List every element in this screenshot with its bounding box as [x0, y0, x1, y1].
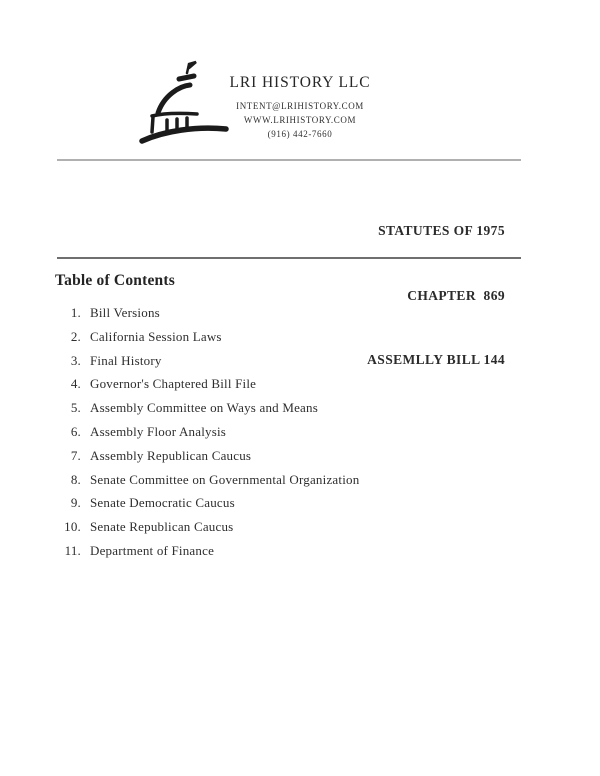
toc-item-number: 5. — [70, 400, 81, 416]
toc-item-label: Assembly Republican Caucus — [90, 447, 252, 463]
toc-item-number: 6. — [70, 423, 81, 439]
toc-item-number: 10. — [64, 519, 81, 535]
toc-item — [55, 329, 359, 353]
toc-item-label: Department of Finance — [90, 542, 215, 558]
toc-item-label: Assembly Floor Analysis — [90, 423, 227, 439]
toc-item — [55, 519, 359, 543]
company-name: LRI HISTORY LLC — [229, 74, 371, 91]
toc-item — [55, 448, 359, 472]
toc-item-number: 3. — [70, 352, 81, 368]
toc-title: Table of Contents — [55, 272, 175, 289]
toc-item — [55, 376, 359, 400]
toc-item — [55, 543, 359, 567]
toc-item-number: 9. — [70, 495, 81, 511]
bill-line: ASSEMLLY BILL 144 — [367, 352, 505, 367]
document-identifiers — [367, 177, 505, 414]
toc-item-label: California Session Laws — [90, 328, 222, 344]
toc-item — [55, 472, 359, 496]
toc-item-number: 11. — [64, 542, 81, 558]
company-website: WWW.LRIHISTORY.COM — [243, 115, 357, 125]
toc-item — [55, 495, 359, 519]
toc-item-number: 4. — [70, 376, 81, 392]
company-phone: (916) 442-7660 — [267, 129, 333, 139]
header-divider — [57, 159, 521, 161]
company-email: INTENT@LRIHISTORY.COM — [236, 101, 364, 111]
toc-item-label: Senate Committee on Governmental Organization — [90, 471, 360, 487]
toc-item-label: Senate Democratic Caucus — [90, 495, 235, 511]
toc-item-number: 1. — [70, 305, 81, 320]
toc-item-label: Senate Republican Caucus — [90, 519, 234, 535]
toc-item-label: Final History — [90, 352, 162, 368]
toc-item-number: 7. — [70, 447, 81, 463]
toc-item — [55, 424, 359, 448]
toc-item-number: 8. — [70, 471, 81, 487]
toc-item — [55, 400, 359, 424]
toc-item — [55, 305, 359, 329]
company-header — [200, 74, 400, 141]
toc-item-number: 2. — [70, 328, 81, 344]
toc-item-label: Governor's Chaptered Bill File — [90, 376, 257, 392]
toc-item-label: Assembly Committee on Ways and Means — [90, 400, 318, 416]
toc-item-label: Bill Versions — [90, 305, 160, 320]
statutes-line: STATUTES OF 1975 — [378, 223, 505, 238]
toc-list — [55, 305, 359, 567]
toc-item — [55, 353, 359, 377]
section-divider — [57, 257, 521, 259]
chapter-line: CHAPTER 869 — [407, 287, 505, 303]
